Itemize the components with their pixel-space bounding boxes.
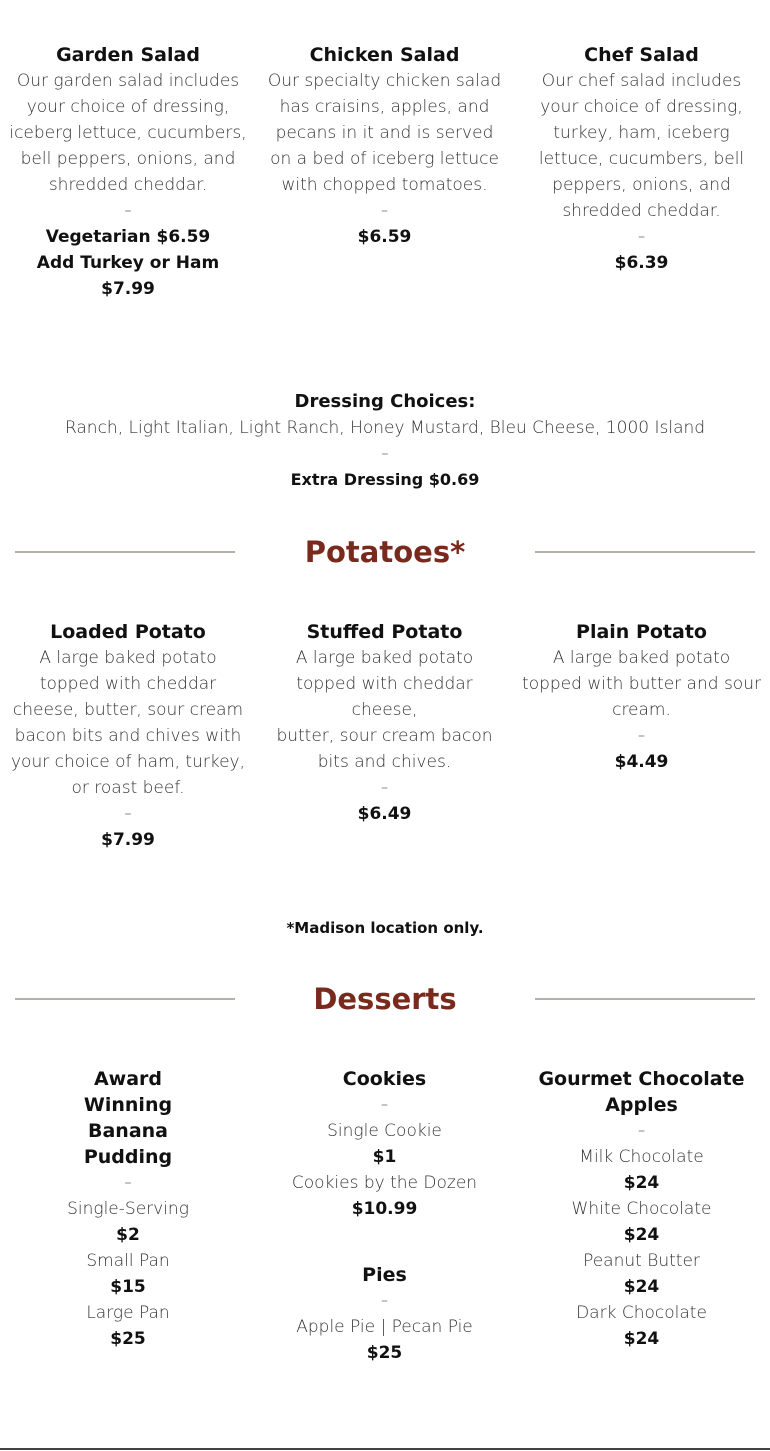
item-description: Our chef salad includes your choice of dressing, turkey, ham, iceberg lettuce, cucumbers, bell peppers, onions, and shredded cheddar. — [538, 71, 745, 221]
item-name: Pies — [362, 1264, 407, 1286]
divider-dash: – — [381, 1097, 388, 1113]
potatoes-grid — [0, 619, 770, 853]
item-name: Cookies — [342, 1068, 427, 1090]
menu-item-loaded-potato — [0, 619, 256, 853]
item-description: A large baked potato topped with cheddar cheese, — [295, 648, 474, 720]
dressing-choices — [0, 389, 770, 493]
divider-dash: – — [381, 203, 388, 219]
option-price: $2 — [116, 1225, 140, 1245]
salads-grid — [0, 42, 770, 302]
item-price: $6.59 — [357, 227, 412, 247]
dressing-title: Dressing Choices: — [294, 391, 476, 412]
option-price: $24 — [623, 1173, 660, 1193]
potatoes-footnote — [0, 915, 770, 941]
item-name: Stuffed Potato — [306, 621, 463, 643]
section-title: Desserts — [313, 982, 457, 1016]
item-price: $6.49 — [357, 804, 412, 824]
item-name: Loaded Potato — [50, 621, 206, 643]
divider-dash: – — [381, 1293, 388, 1309]
option-price: $25 — [110, 1329, 146, 1349]
option-price: $24 — [623, 1225, 660, 1245]
menu-item-garden-salad — [0, 42, 256, 302]
item-name: Award Winning Banana Pudding — [83, 1068, 173, 1168]
divider-dash: – — [381, 780, 388, 796]
option-label: Single-Serving — [67, 1199, 189, 1219]
option-price: $1 — [372, 1147, 397, 1167]
option-label: White Chocolate — [571, 1199, 712, 1219]
menu-item-chicken-salad — [256, 42, 513, 302]
menu-item-chef-salad — [513, 42, 770, 302]
extra-dressing-price: Extra Dressing $0.69 — [290, 470, 480, 489]
item-description: butter, sour cream bacon bits and chives. — [276, 726, 493, 772]
item-price: $7.99 — [101, 830, 155, 850]
divider-line — [535, 551, 755, 553]
item-name: Chef Salad — [584, 44, 699, 66]
option-price: $10.99 — [351, 1199, 418, 1219]
item-description: A large baked potato topped with cheddar cheese, butter, sour cream bacon bits and chives with your choice of ham, turkey, or roast beef. — [10, 648, 246, 798]
desserts-grid — [0, 1066, 770, 1366]
item-name: Plain Potato — [576, 621, 707, 643]
item-price: Add Turkey or Ham — [36, 253, 220, 273]
divider-dash: – — [638, 229, 645, 245]
item-name: Chicken Salad — [309, 44, 460, 66]
section-header-potatoes — [0, 532, 770, 572]
dressing-list: Ranch, Light Italian, Light Ranch, Honey Mustard, Bleu Cheese, 1000 Island — [64, 418, 706, 438]
divider-dash: – — [124, 203, 132, 219]
menu-item-cookies-and-pies — [256, 1066, 513, 1366]
item-name: Garden Salad — [56, 44, 200, 66]
option-price: $24 — [623, 1329, 660, 1349]
option-price: $15 — [110, 1277, 146, 1297]
option-label: Small Pan — [86, 1251, 170, 1271]
menu-item-banana-pudding — [0, 1066, 256, 1366]
item-price: $7.99 — [101, 279, 155, 299]
section-header-desserts — [0, 979, 770, 1019]
option-label: Milk Chocolate — [579, 1147, 704, 1167]
option-price: $24 — [623, 1277, 660, 1297]
divider-dash: – — [124, 806, 132, 822]
menu-item-stuffed-potato — [256, 619, 513, 853]
divider-line — [535, 998, 755, 1000]
footnote-text: *Madison location only. — [286, 919, 484, 937]
menu-item-chocolate-apples — [513, 1066, 770, 1366]
option-label: Cookies by the Dozen — [291, 1173, 478, 1193]
divider-dash: – — [638, 1123, 645, 1139]
option-label: Large Pan — [86, 1303, 170, 1323]
item-price: Vegetarian $6.59 — [45, 227, 211, 247]
menu-item-plain-potato — [513, 619, 770, 853]
divider-dash: – — [124, 1175, 132, 1191]
item-price: $4.49 — [614, 752, 669, 772]
option-label: Apple Pie | Pecan Pie — [296, 1317, 473, 1337]
option-label: Dark Chocolate — [576, 1303, 707, 1323]
item-description: Our garden salad includes your choice of dressing, iceberg lettuce, cucumbers, bell peppers, onions, and shredded cheddar. — [9, 71, 247, 195]
option-label: Single Cookie — [327, 1121, 442, 1141]
footer-divider — [0, 1448, 770, 1450]
item-description: A large baked potato topped with butter and sour cream. — [522, 648, 761, 720]
item-description: Our specialty chicken salad has craisins, apples, and pecans in it and is served on a bed of iceberg lettuce with chopped tomatoes. — [267, 71, 502, 195]
item-price: $6.39 — [614, 253, 669, 273]
divider-dash: – — [381, 446, 389, 462]
option-label: Peanut Butter — [583, 1251, 700, 1271]
section-title: Potatoes* — [304, 535, 466, 569]
item-name: Gourmet Chocolate Apples — [538, 1068, 745, 1116]
divider-dash: – — [638, 728, 645, 744]
option-price: $25 — [366, 1343, 403, 1363]
spacer — [264, 1222, 505, 1262]
